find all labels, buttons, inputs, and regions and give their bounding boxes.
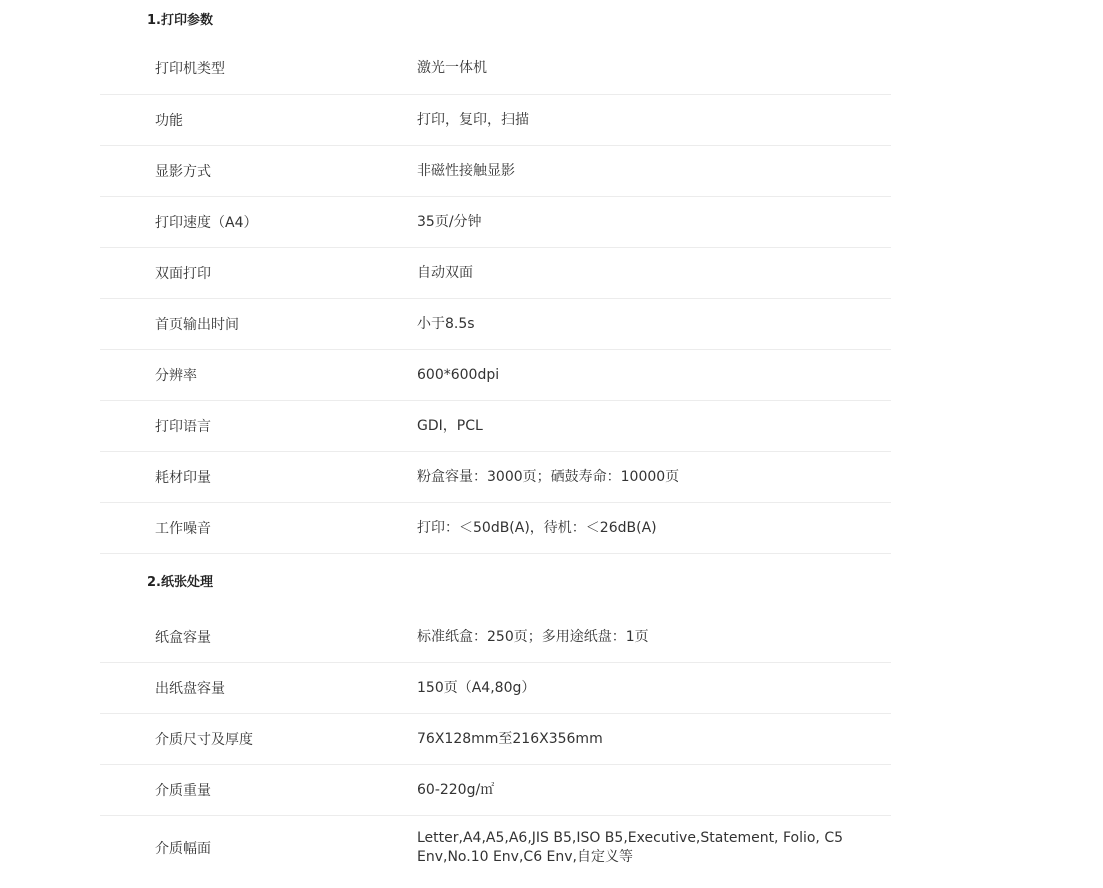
spec-row bbox=[100, 816, 891, 880]
spec-value: 非磁性接触显影 bbox=[417, 162, 515, 179]
spec-value: 标准纸盒：250页；多用途纸盘：1页 bbox=[417, 628, 649, 645]
spec-label: 打印机类型 bbox=[155, 61, 225, 77]
spec-label: 首页输出时间 bbox=[155, 317, 239, 333]
spec-row bbox=[100, 146, 891, 197]
spec-value: 600*600dpi bbox=[417, 366, 500, 383]
spec-value: 76X128mm至216X356mm bbox=[417, 730, 603, 747]
spec-value: 150页（A4,80g） bbox=[417, 679, 536, 696]
spec-value: 35页/分钟 bbox=[417, 213, 482, 230]
spec-table-print-params bbox=[100, 42, 891, 554]
spec-label: 介质重量 bbox=[155, 783, 211, 799]
spec-row bbox=[100, 765, 891, 816]
spec-label: 打印语言 bbox=[155, 419, 211, 435]
spec-label: 介质幅面 bbox=[155, 841, 211, 857]
spec-value: 粉盒容量：3000页；硒鼓寿命：10000页 bbox=[417, 468, 680, 485]
spec-value: 自动双面 bbox=[417, 264, 473, 281]
spec-value: 打印，复印，扫描 bbox=[417, 111, 529, 128]
spec-value: GDI，PCL bbox=[417, 417, 483, 434]
spec-label: 介质尺寸及厚度 bbox=[155, 732, 253, 748]
spec-value: 60-220g/㎡ bbox=[417, 781, 495, 798]
spec-label: 双面打印 bbox=[155, 266, 211, 282]
spec-value: Letter,A4,A5,A6,JIS B5,ISO B5,Executive,Statement, Folio, C5 Env,No.10 Env,C6 Env,自定义等 bbox=[417, 830, 844, 865]
spec-row bbox=[100, 350, 891, 401]
spec-label: 显影方式 bbox=[155, 164, 211, 180]
spec-row bbox=[100, 197, 891, 248]
spec-row bbox=[100, 612, 891, 663]
spec-value: 激光一体机 bbox=[417, 59, 487, 76]
spec-document bbox=[100, 0, 891, 880]
spec-value: 小于8.5s bbox=[417, 315, 475, 332]
section-title-paper-handling: 2.纸张处理 bbox=[147, 575, 213, 590]
spec-label: 打印速度（A4） bbox=[155, 215, 258, 231]
spec-label: 耗材印量 bbox=[155, 470, 211, 486]
spec-label: 出纸盘容量 bbox=[155, 681, 225, 697]
spec-row bbox=[100, 503, 891, 554]
spec-row bbox=[100, 401, 891, 452]
spec-row bbox=[100, 663, 891, 714]
section-title-print-params: 1.打印参数 bbox=[147, 13, 213, 28]
spec-row bbox=[100, 299, 891, 350]
spec-row bbox=[100, 95, 891, 146]
spec-label: 分辨率 bbox=[155, 368, 197, 384]
spec-label: 纸盒容量 bbox=[155, 630, 211, 646]
spec-row bbox=[100, 42, 891, 95]
spec-row bbox=[100, 248, 891, 299]
spec-label: 功能 bbox=[155, 113, 183, 129]
spec-row bbox=[100, 714, 891, 765]
spec-row bbox=[100, 452, 891, 503]
spec-label: 工作噪音 bbox=[155, 521, 211, 537]
spec-table-paper-handling bbox=[100, 612, 891, 880]
spec-value: 打印：＜50dB(A)，待机：＜26dB(A) bbox=[417, 519, 657, 536]
